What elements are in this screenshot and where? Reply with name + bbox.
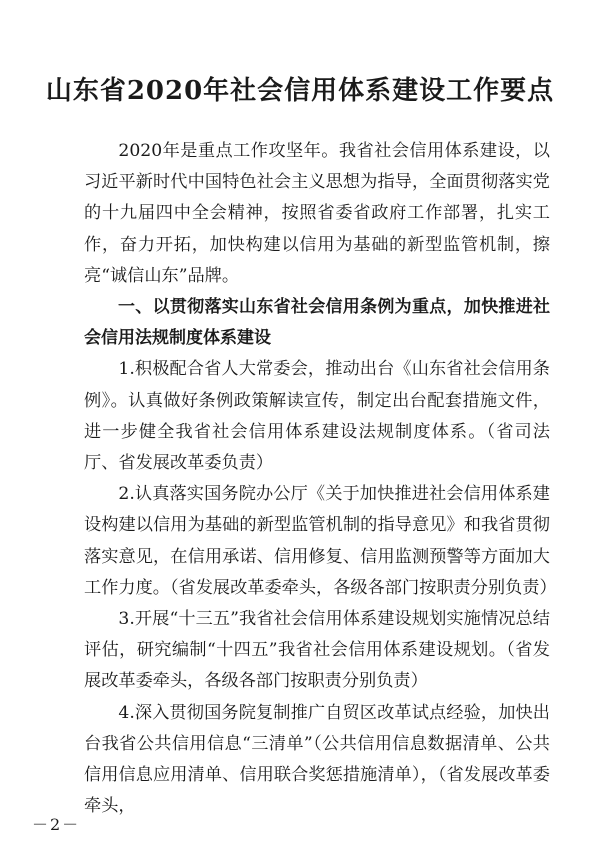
- document-title: 山东省2020年社会信用体系建设工作要点: [45, 76, 555, 106]
- section-heading: 一、以贯彻落实山东省社会信用条例为重点，加快推进社会信用法规制度体系建设: [84, 297, 550, 349]
- item-paragraph-3: 3.开展“十三五”我省社会信用体系建设规划实施情况总结评估，研究编制“十四五”我省社会信用体系建设规划。（省发展改革委牵头，各级各部门按职责分别负责）: [84, 609, 550, 692]
- intro-paragraph: 2020年是重点工作攻坚年。我省社会信用体系建设，以习近平新时代中国特色社会主义思想为指导，全面贯彻落实党的十九届四中全会精神，按照省委省政府工作部署，扎实工作，奋力开拓，加快构建以信用为基础的新型监管机制，擦亮“诚信山东”品牌。: [84, 141, 550, 286]
- page-number: －2－: [32, 815, 81, 834]
- item-paragraph-4: 4.深入贯彻国务院复制推广自贸区改革试点经验，加快出台我省公共信用信息“三清单”（公共信用信息数据清单、公共信用信息应用清单、信用联合奖惩措施清单），（省发展改革委牵头，: [84, 702, 550, 817]
- document-body: [84, 136, 557, 822]
- item-paragraph-2: 2.认真落实国务院办公厅《关于加快推进社会信用体系建设构建以信用为基础的新型监管机制的指导意见》和我省贯彻落实意见，在信用承诺、信用修复、信用监测预警等方面加大工作力度。（省发展改革委牵头，各级各部门按职责分别负责）: [84, 484, 557, 598]
- item-paragraph-1: 1.积极配合省人大常委会，推动出台《山东省社会信用条例》。认真做好条例政策解读宣传，制定出台配套措施文件，进一步健全我省社会信用体系建设法规制度体系。（省司法厅、省发展改革委负责）: [84, 359, 550, 474]
